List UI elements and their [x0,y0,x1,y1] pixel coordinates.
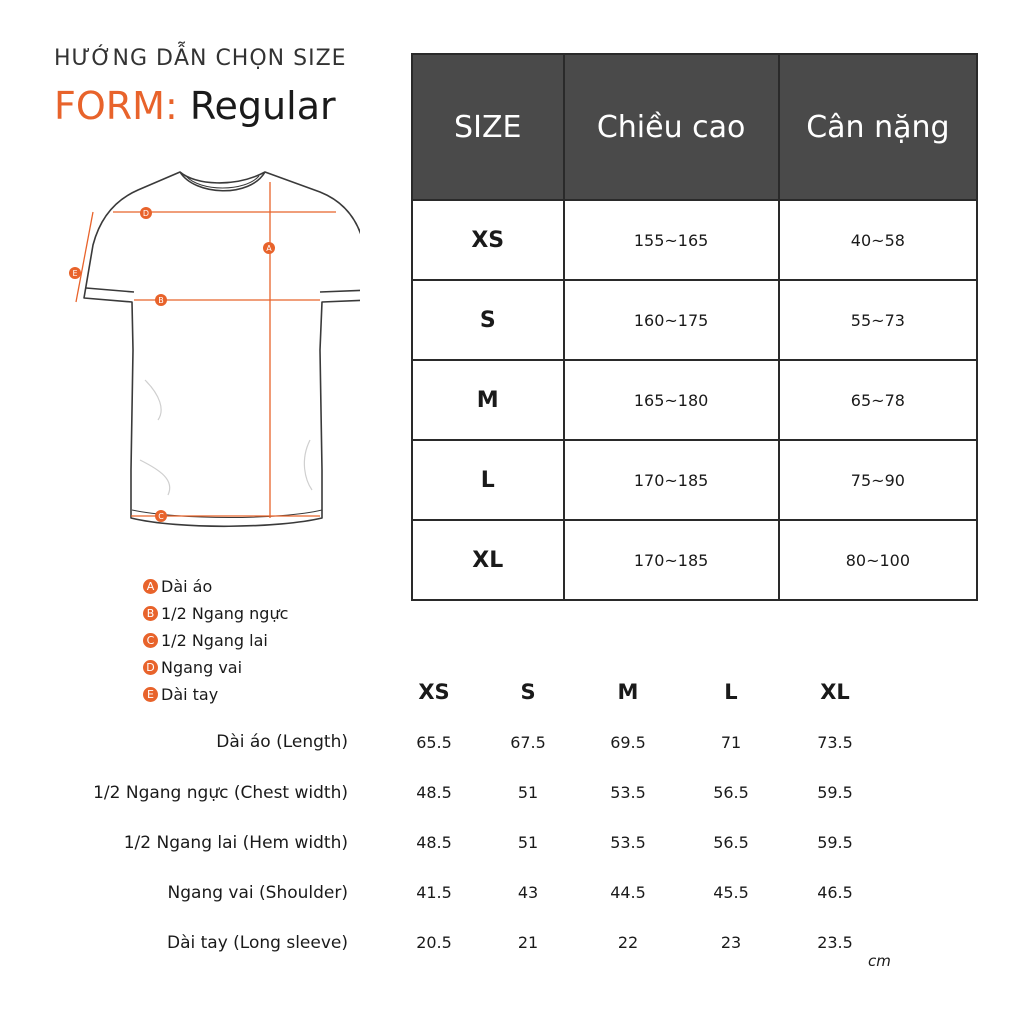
measure-row-label: Dài áo (Length) [216,732,348,752]
weight-cell: 75~90 [779,440,977,520]
height-cell: 165~180 [564,360,779,440]
legend-badge: D [143,660,158,675]
measure-value: 43 [517,883,539,902]
legend-label: 1/2 Ngang lai [161,631,268,650]
guide-title: HƯỚNG DẪN CHỌN SIZE [54,46,347,71]
size-header: SIZE [412,54,564,200]
legend-badge: E [143,687,158,702]
size-cell: S [412,280,564,360]
measure-value: 23.5 [817,933,853,952]
form-line [54,84,336,128]
measure-value: 51 [517,833,539,852]
measure-value: 45.5 [713,883,749,902]
weight-cell: 80~100 [779,520,977,600]
legend-badge: A [143,579,158,594]
measure-value: 44.5 [610,883,646,902]
measure-value: 22 [617,933,639,952]
size-cell: L [412,440,564,520]
marker-a-label: A [266,244,272,253]
height-cell: 155~165 [564,200,779,280]
measure-value: 48.5 [416,833,452,852]
height-header: Chiều cao [564,54,779,200]
measure-value: 41.5 [416,883,452,902]
height-cell: 170~185 [564,440,779,520]
size-cell: XS [412,200,564,280]
form-value: Regular [189,84,336,128]
measure-value: 56.5 [713,783,749,802]
measure-row-label: 1/2 Ngang ngực (Chest width) [93,783,348,803]
table-row [412,360,977,440]
measure-value: 59.5 [817,833,853,852]
legend-item [143,654,288,681]
measure-value: 53.5 [610,833,646,852]
measure-value: 65.5 [416,733,452,752]
measure-value: 23 [720,933,742,952]
tshirt-diagram [60,160,360,540]
measure-value: 21 [517,933,539,952]
measure-value: 46.5 [817,883,853,902]
shirt-outline [84,172,360,526]
measure-value: 51 [517,783,539,802]
measure-value: 67.5 [510,733,546,752]
measurement-legend [143,573,288,708]
size-table [411,53,978,601]
measure-row-label: 1/2 Ngang lai (Hem width) [123,833,348,853]
height-cell: 170~185 [564,520,779,600]
measure-value: 71 [720,733,742,752]
legend-item [143,681,288,708]
measure-row-label: Dài tay (Long sleeve) [166,933,348,953]
legend-label: Ngang vai [161,658,243,677]
legend-item [143,627,288,654]
legend-badge: B [143,606,158,621]
legend-label: Dài áo [161,577,213,596]
size-cell: XL [412,520,564,600]
marker-d-label: D [142,209,150,218]
legend-label: 1/2 Ngang ngực [161,604,289,623]
weight-cell: 65~78 [779,360,977,440]
marker-e-label: E [72,269,78,278]
legend-item [143,600,288,627]
table-row [412,200,977,280]
height-cell: 160~175 [564,280,779,360]
measure-value: 48.5 [416,783,452,802]
measure-header-xl: XL [820,680,850,704]
legend-badge: C [143,633,158,648]
form-label: FORM: [54,84,178,128]
measure-header-m: M [617,680,639,704]
measure-header-l: L [724,680,738,704]
legend-item [143,573,288,600]
legend-label: Dài tay [161,685,219,704]
measure-row-label: Ngang vai (Shoulder) [167,883,348,903]
measure-value: 73.5 [817,733,853,752]
measure-value: 59.5 [817,783,853,802]
marker-b-label: B [158,296,164,305]
measure-value: 69.5 [610,733,646,752]
weight-cell: 40~58 [779,200,977,280]
measure-header-xs: XS [418,680,450,704]
measure-value: 53.5 [610,783,646,802]
marker-c-label: C [158,512,164,521]
weight-header: Cân nặng [779,54,977,200]
measure-value: 20.5 [416,933,452,952]
measure-value: 56.5 [713,833,749,852]
unit-label: cm [868,952,891,970]
table-row [412,280,977,360]
weight-cell: 55~73 [779,280,977,360]
size-cell: M [412,360,564,440]
measure-header-s: S [520,680,536,704]
table-row [412,520,977,600]
table-row [412,440,977,520]
